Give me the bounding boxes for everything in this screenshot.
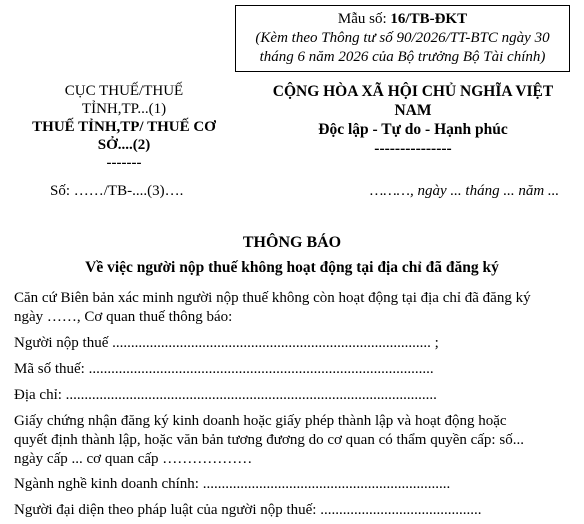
form-number-box (235, 5, 570, 72)
certificate-line3: ngày cấp ... cơ quan cấp ……………… (14, 451, 253, 467)
form-number (236, 10, 569, 29)
form-note-line1: (Kèm theo Thông tư số 90/2026/TT-BTC ngày 30 (255, 30, 550, 46)
national-motto: Độc lập - Tự do - Hạnh phúc (318, 121, 508, 138)
paragraph-intro-line1: Căn cứ Biên bản xác minh người nộp thuế không còn hoạt động tại địa chỉ đã đăng ký (14, 290, 531, 306)
document-number: Số: ……/TB-....(3)…. (50, 183, 184, 199)
field-business-line: Ngành nghề kinh doanh chính: .................................................................. (14, 476, 451, 492)
certificate-line2: quyết định thành lập, hoặc văn bản tương đương do cơ quan có thẩm quyền cấp: số... (14, 432, 524, 448)
agency-line1: CỤC THUẾ/THUẾ (64, 83, 184, 99)
field-address: Địa chỉ: ................................................................................................... (14, 387, 437, 403)
field-legal-representative: Người đại diện theo pháp luật của người nộp thuế: ........................................... (14, 502, 482, 518)
national-separator: --------------- (374, 140, 452, 157)
certificate-line1: Giấy chứng nhận đăng ký kinh doanh hoặc giấy phép thành lập và hoạt động hoặc (14, 413, 507, 429)
paragraph-intro-line2: ngày ……, Cơ quan thuế thông báo: (14, 309, 233, 325)
form-number-label: Mẫu số: (337, 11, 391, 27)
field-tax-code: Mã số thuế: ............................................................................................ (14, 361, 434, 377)
issuing-agency-header (8, 82, 240, 172)
field-taxpayer: Người nộp thuế ..................................................................................... ; (14, 335, 439, 351)
document-title: THÔNG BÁO (242, 234, 342, 251)
agency-separator: ------- (106, 155, 142, 171)
document-subtitle: Về việc người nộp thuế không hoạt động tại địa chỉ đã đăng ký (85, 259, 499, 276)
national-title-line2: NAM (394, 102, 432, 119)
field-certificate (14, 412, 580, 469)
national-header (248, 82, 578, 158)
agency-line4: SỞ....(2) (97, 137, 151, 153)
form-note-line2: tháng 6 năm 2026 của Bộ trưởng Bộ Tài chính) (259, 49, 546, 65)
agency-line2: TỈNH,TP...(1) (81, 101, 167, 117)
document-date: ………, ngày ... tháng ... năm ... (370, 183, 560, 199)
form-number-code: 16/TB-ĐKT (390, 11, 468, 27)
paragraph-intro (14, 289, 580, 327)
agency-line3: THUẾ TỈNH,TP/ THUẾ CƠ (32, 119, 216, 135)
national-title-line1: CỘNG HÒA XÃ HỘI CHỦ NGHĨA VIỆT (272, 83, 554, 100)
